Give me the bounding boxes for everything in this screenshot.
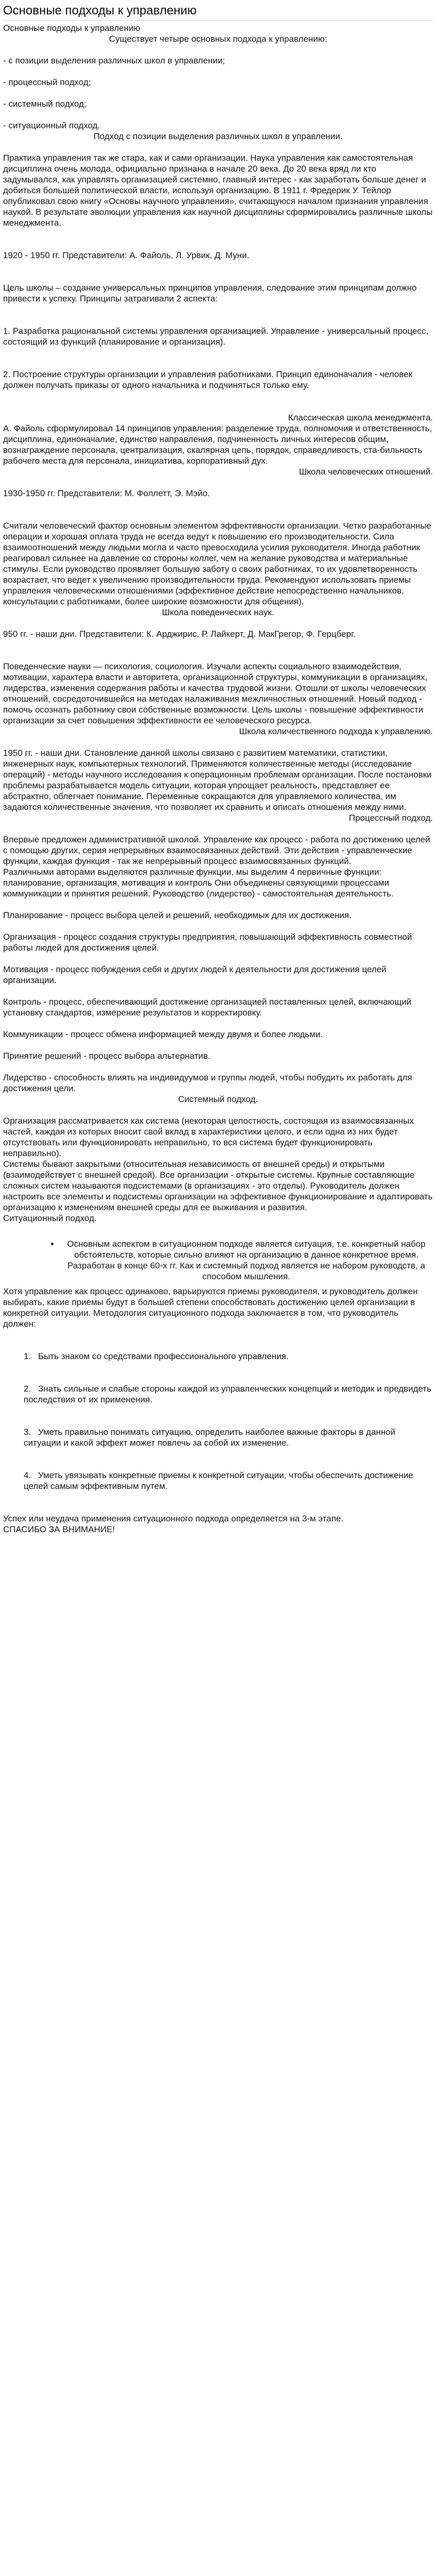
paragraph: Успех или неудача применения ситуационного подхода определяется на 3-м этапе. [3, 1514, 344, 1523]
paragraph: Планирование - процесс выбора целей и решений, необходимых для их достижения. [3, 910, 352, 920]
paragraph: Считали человеческий фактор основным элементом эффективности организации. Четко разработанные операции и хорошая оплата труда не всегда ведут к повышению его производительности. Сила взаимоотношений между людьми могла и часто превосходила усилия руководителя. Иногда работник реагировал сильнее на давление со стороны коллег, чем на желание руководства и материальные стимулы. Если руководство проявляет большую заботу о своих работниках, то их удовлетворенность возрастает, что ведет к увеличению производительности труда. Рекомендуют использовать приемы управления человеческими отношениями (эффективное действие непосредственно начальников, консультации с работниками, более широкие возможности для общения). [3, 521, 431, 606]
paragraph: Различными авторами выделяются различные функции, мы выделим 4 первичные функции: планирование, организация, мотивация и контроль Они объединены связующими процессами коммуникации и принятия решений. Руководство (лидерство) - самостоятельная деятельность. [3, 867, 394, 899]
numbered-item [3, 1351, 433, 1362]
item-number: 2. [24, 1384, 31, 1394]
paragraph: 1950 гг. - наши дни. Становление данной школы связано с развитием математики, статистики, инженерных наук, компьютерных технологий. Применяются количественные методы (исследование операций) - методы научного исследования к операционным проблемам организации. После постановки проблемы разрабатывается модель ситуации, которая упрощает реальность, представляет ее абстрактно, облегчает понимание. Переменные сокращаются для управляемого количества, им задаются количественные значения, что позволяет их сравнить и описать отношения между ними. [3, 748, 432, 812]
spacer [3, 1448, 433, 1459]
spacer [3, 499, 433, 510]
document-body [3, 23, 433, 1535]
section-heading: Процессный подход. [348, 813, 433, 823]
spacer [3, 66, 433, 77]
spacer [3, 618, 433, 629]
spacer [3, 986, 433, 996]
section-heading: Школа человеческих отношений. [299, 467, 433, 477]
spacer [3, 1040, 433, 1050]
section-heading: Классическая школа менеджмента. [288, 413, 433, 422]
numbered-item [3, 1383, 433, 1405]
paragraph: Коммуникации - процесс обмена информацией между двумя и более людьми. [3, 1029, 323, 1039]
paragraph: Ситуационный подход. [3, 1213, 97, 1223]
spacer [3, 639, 433, 650]
spacer [3, 347, 433, 358]
spacer [3, 1018, 433, 1029]
paragraph: 1920 - 1950 гг. Представители: А. Файоль, Л. Урвик, Д. Муни. [3, 250, 250, 260]
item-number: 4. [24, 1470, 31, 1480]
page-title: Основные подходы к управлению [3, 3, 433, 21]
spacer [3, 899, 433, 910]
paragraph: 1930-1950 гг. Представители: М. Фоллетт, Э. Мэйо. [3, 488, 210, 498]
section-heading: Школа количественного подхода к управлению. [239, 726, 433, 736]
paragraph: - с позиции выделения различных школ в управлении; [3, 56, 225, 65]
paragraph: Хотя управление как процесс одинаково, варьируются приемы руководителя, и руководитель должен выбирать, какие приемы будут в большей степени способствовать достижению целей организации в конкретной ситуации. Методология ситуационного подхода заключается в том, что руководитель должен: [3, 1286, 418, 1329]
spacer [3, 510, 433, 520]
spacer [3, 261, 433, 272]
paragraph: Мотивация - процесс побуждения себя и других людей к деятельности для достижения целей организации. [3, 964, 387, 985]
spacer [3, 304, 433, 315]
paragraph: Поведенческие науки — психология, социология. Изучали аспекты социального взаимодействия, мотивации, характера власти и авторитета, организационной структуры, коммуникации в организациях, лидерства, изменения содержания работы и качества трудовой жизни. Отошли от школы человеческих отношений, сосредоточившейся на методах налаживания межличностных отношений. Новый подход - помочь осознать работнику свои собственные возможности. Цель школы - повышение эффективности организации за счет повышения эффективности ее человеческого ресурса. [3, 662, 428, 725]
spacer [3, 1405, 433, 1416]
numbered-item [3, 1470, 433, 1492]
item-text: Уметь правильно понимать ситуацию, определить наиболее важные факторы в данной ситуации и какой эффект может повлечь за собой их изменение. [24, 1427, 396, 1448]
paragraph: Впервые предложен административной школой. Управление как процесс - работа по достижению целей с помощью других, серия непрерывных взаимосвязанных действий. Эти действия - управленческие функции, каждая функция - так же непрерывный процесс взаимосвязанных функций. [3, 835, 430, 866]
spacer [3, 391, 433, 401]
spacer [3, 1224, 433, 1234]
spacer [3, 1061, 433, 1072]
spacer [3, 1492, 433, 1502]
spacer [3, 1329, 433, 1340]
paragraph: 2. Построение структуры организации и управления работниками. Принцип единоначалия - человек должен получать приказы от одного начальника и подчиняться только ему. [3, 369, 412, 390]
item-text: Знать сильные и слабые стороны каждой из управленческих концепций и методик и предвидеть последствия от их применения. [24, 1384, 431, 1404]
spacer [3, 1105, 433, 1115]
item-number: 3. [24, 1427, 31, 1437]
paragraph: Принятие решений - процесс выбора альтернатив. [3, 1051, 211, 1061]
spacer [3, 142, 433, 152]
paragraph: - ситуационный подход. [3, 121, 100, 130]
paragraph: СПАСИБО ЗА ВНИМАНИЕ! [3, 1524, 115, 1534]
item-number: 1. [24, 1351, 31, 1361]
spacer [3, 272, 433, 282]
spacer [3, 228, 433, 239]
paragraph: Основные подходы к управлению [3, 23, 141, 33]
spacer [3, 953, 433, 964]
spacer [3, 737, 433, 748]
spacer [3, 239, 433, 250]
spacer [3, 650, 433, 661]
spacer [3, 921, 433, 931]
section-heading: Школа поведенческих наук. [162, 607, 274, 617]
paragraph: Организация рассматривается как система (некоторая целостность, состоящая из взаимосвязанных частей, каждая из которых вносит свой вклад в характеристики целого, и если одна из них будет отсутствовать или функционировать неправильно, то вся система будет функционировать неправильно). [3, 1116, 414, 1158]
item-text: Уметь увязывать конкретные приемы к конкретной ситуации, чтобы обеспечить достижение целей самым эффективным путем. [24, 1470, 413, 1491]
item-text: Быть знаком со средствами профессионального управления. [38, 1351, 289, 1361]
section-heading: Системный подход. [178, 1094, 258, 1104]
paragraph: Организация - процесс создания структуры предприятия, повышающий эффективность совместной работы людей для достижения целей. [3, 932, 412, 953]
paragraph: 950 гг. - наши дни. Представители: К. Арджирис, Р. Лайкерт, Д. МакГрегор, Ф. Герцберг. [3, 629, 356, 639]
bullet-item: • Основным аспектом в ситуационном подходе является ситуация, т.е. конкретный набор обстоятельств, которые сильно влияют на организацию в данное конкретное время. Разработан в конце 60-х гг. Как и системный подход является не набором руководств, а способом мышления. [60, 1239, 433, 1282]
paragraph: Контроль - процесс, обеспечивающий достижение организацией поставленных целей, включающий установку стандартов, измерение результатов и корректировку. [3, 997, 412, 1018]
paragraph: Цель школы – создание универсальных принципов управления, следование этим принципам должно привести к успеху. Принципы затрагивали 2 аспекта: [3, 283, 417, 303]
section-heading: Подход с позиции выделения различных школ в управлении. [93, 131, 343, 141]
spacer [3, 88, 433, 98]
paragraph: Системы бывают закрытыми (относительная независимость от внешней среды) и открытыми (взаимодействует с внешней средой). Все организации - открытые системы. Крупные составляющие сложных систем называются подсистемами (в организациях - это отделы). Руководитель должен настроить все элементы и подсистемы организации на эффективное функционирование и адаптировать организацию к изменениям внешней среды для ее выживания и развития. [3, 1159, 433, 1212]
spacer [3, 477, 433, 488]
spacer [3, 823, 433, 834]
spacer [3, 109, 433, 120]
bullet-list [3, 1239, 433, 1282]
paragraph: А. Файоль сформулировал 14 принципов управления: разделение труда, полномочия и ответственность, дисциплина, единоначалие, единство направления, подчиненность личных интересов общим, вознаграждение персонала, централизация, скалярная цепь, порядок, справедливость, ста-бильность рабочего места для персонала, инициатива, корпоративный дух. [3, 423, 432, 466]
paragraph: Лидерство - способность влиять на индивидуумов и группы людей, чтобы побудить их работать для достижения цели. [3, 1073, 412, 1093]
paragraph: 1. Разработка рациональной системы управления организацией. Управление - универсальный процесс, состоящий из функций (планирование и организация). [3, 326, 429, 347]
spacer [3, 358, 433, 369]
section-heading: Существует четыре основных подхода к управлению: [109, 34, 327, 44]
spacer [3, 44, 433, 55]
spacer [3, 1362, 433, 1372]
paragraph: Практика управления так же стара, как и сами организации. Наука управления как самостоятельная дисциплина очень молода, официально признана в начале 20 века. До 20 века вряд ли кто задумывался, как управлять организацией системно, главный интерес - как заработать больше денег и добиться большей политической власти, используя организацию. В 1911 г. Фредерик У. Тейлор опубликовал свою книгу «Основы научного управления», считающуюся началом признания управления наукой. В результате эволюции управления как научной дисциплины сформировались различные школы менеджмента. [3, 153, 433, 228]
spacer [3, 401, 433, 412]
spacer [3, 315, 433, 326]
paragraph: - системный подход; [3, 99, 86, 109]
paragraph: - процессный подход; [3, 77, 91, 87]
spacer [3, 1502, 433, 1513]
numbered-item [3, 1427, 433, 1448]
